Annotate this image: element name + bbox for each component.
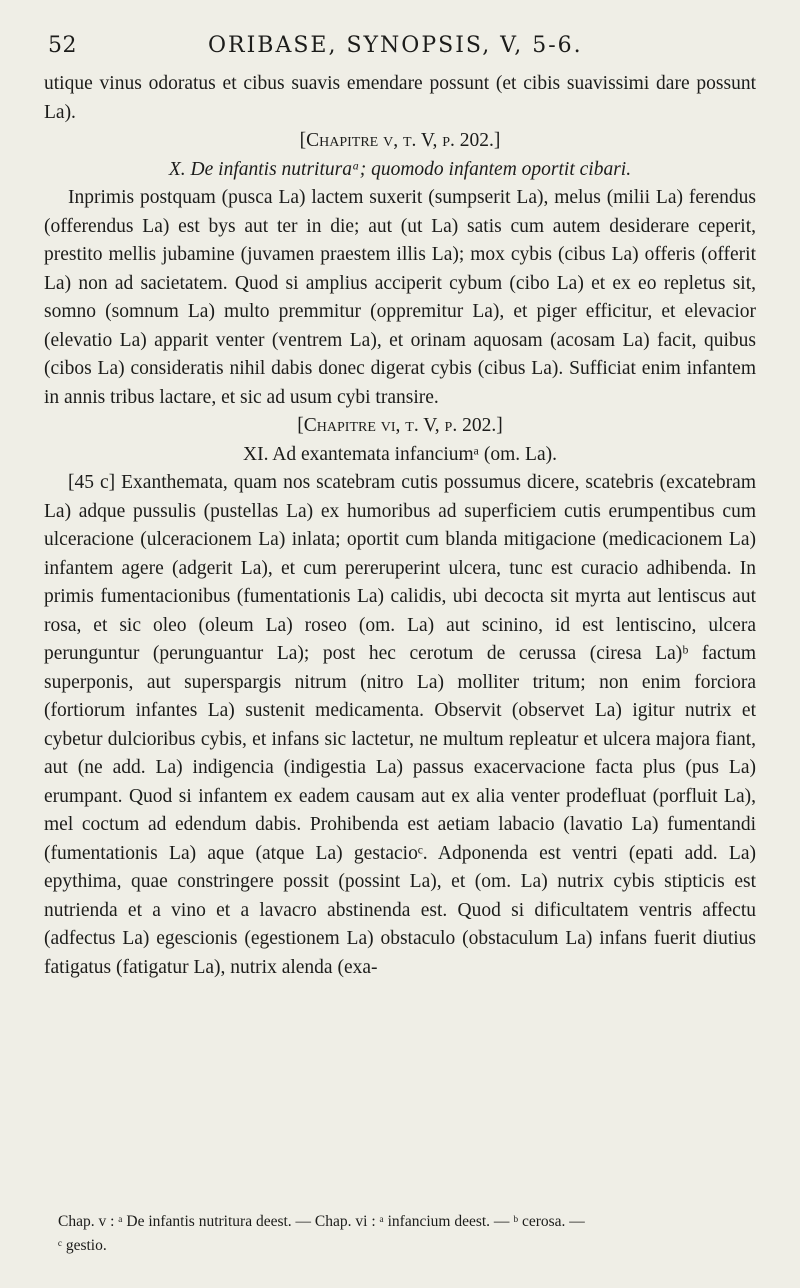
page-body [44, 70, 756, 982]
running-head: ORIBASE, SYNOPSIS, V, 5-6. [208, 33, 583, 58]
paragraph-continuation: utique vinus odoratus et cibus suavis emendare possunt (et cibis suavissimi dare possunt La). [44, 73, 756, 123]
footnote-line-1: Chap. v : ᵃ De infantis nutritura deest. — Chap. vi : ᵃ infancium deest. — ᵇ cerosa. — [58, 1213, 585, 1230]
page-header [48, 33, 760, 63]
chapter-heading-vi: [Chapitre vi, t. V, p. 202.] [297, 415, 503, 436]
chapter-heading-v: [Chapitre v, t. V, p. 202.] [299, 130, 501, 151]
footnotes [44, 1210, 756, 1258]
footnote-line-2: ᶜ gestio. [58, 1237, 107, 1254]
paragraph-infant-feeding: Inprimis postquam (pusca La) lactem suxerit (sumpserit La), melus (milii La) ferendus (offerendus La) est bys aut ter in die; aut (ut La) satis cum autem desiderare ceperit, prestito mellis jubamine (juvamen praestem illis La); mox cybis (cibus La) offeris (offerit La) non ad sacietatem. Quod si amplius acciperit cybum (cibo La) et ex eo repletus sit, somno (somnum La) multo premmitur (oppremitur La), et piger efficitur, et elevacior (elevatio La) apparit venter (ventrem La), et orinam aquosam (acosam La) facit, quibus (cibos La) consideratis nihil dabis donec digerat cybis (cibus La). Sufficiat enim infantem in annis tribus lactare, et sic ad usum cybi transire. [44, 187, 756, 408]
paragraph-exanthemata: [45 c] Exanthemata, quam nos scatebram cutis possumus dicere, scatebris (excatebram La) adque pussulis (pustellas La) ex humoribus ad superficiem cutis erumpentibus cum ulceracione (ulceracionem La) inlata; oportit cum blanda mitigacione (medicacionem La) infantem agere (adgerit La), et cum pereruperint ulcera, tunc est curacio adhibenda. In primis fumentacionibus (fumentationis La) calidis, ubi decocta sit myrta aut lentiscus aut rosa, et sic oleo (oleum La) roseo (om. La) aut scinino, id est lentiscino, ulcera perunguntur (perunguantur La); post hec cerotum de cerussa (ciresa La)ᵇ factum superponis, aut superspargis nitrum (nitro La) molliter tritum; non enim forciora (fortiorum infantes La) sustenit medicamenta. Observit (observet La) igitur nutrix et cybetur dulcioribus cybis, et infans sic lactetur, ne multum repleatur et ulcera majora fiant, aut (ne add. La) indigencia (indigestia La) passus exacervacione facta plus (pus La) erumpant. Quod si infantem ex eadem causam aut ex alia venter prodefluat (porfluit La), mel coctum ad edendum dabis. Prohibenda est aetiam labacio (lavatio La) fumentandi (fumentationis La) aque (atque La) gestacioᶜ. Adponenda est ventri (epati add. La) epythima, quae constringere possit (possint La), et (om. La) nutrix cybis stipticis est nutrienda et a vino et a lavacro abstinenda est. Quod si dificultatem ventris affectu (adfectus La) egescionis (egestionem La) obstaculo (obstaculum La) infans fuerit diutius fatigatus (fatigatur La), nutrix alenda (exa- [44, 472, 756, 978]
section-heading-x: X. De infantis nutrituraᵃ; quomodo infantem oportit cibari. [168, 158, 632, 180]
section-heading-xi: XI. Ad exantemata infanciumᵃ (om. La). [243, 443, 557, 465]
page-number: 52 [48, 33, 77, 58]
